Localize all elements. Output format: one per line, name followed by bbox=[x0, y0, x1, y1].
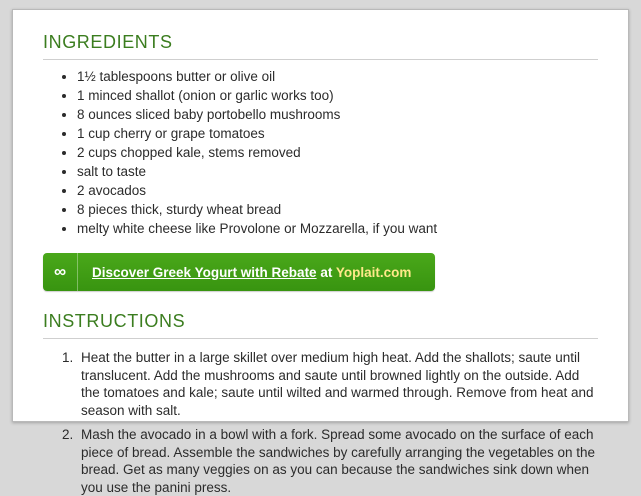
advertisement-banner[interactable] bbox=[43, 253, 435, 291]
ad-site-text: Yoplait.com bbox=[335, 264, 412, 280]
recipe-card bbox=[12, 9, 629, 495]
ingredients-list bbox=[43, 68, 598, 237]
infinity-icon: ∞ bbox=[53, 262, 67, 281]
recipe-content bbox=[13, 10, 628, 496]
ad-link[interactable]: Discover Greek Yogurt with Rebate bbox=[92, 264, 317, 280]
list-item: • 8 pieces thick, sturdy wheat bread bbox=[77, 201, 598, 218]
list-item: • 1 cup cherry or grape tomatoes bbox=[77, 125, 598, 142]
list-item: • 2 avocados bbox=[77, 182, 598, 199]
list-item: • 1 minced shallot (onion or garlic works too) bbox=[77, 87, 598, 104]
ad-middle-text: at bbox=[316, 264, 336, 280]
list-item: • salt to taste bbox=[77, 163, 598, 180]
list-item: • 1½ tablespoons butter or olive oil bbox=[77, 68, 598, 85]
ingredients-heading: INGREDIENTS bbox=[43, 32, 598, 60]
list-item: • melty white cheese like Provolone or Mozzarella, if you want bbox=[77, 220, 598, 237]
instructions-list bbox=[43, 349, 598, 496]
instructions-heading: INSTRUCTIONS bbox=[43, 311, 598, 339]
ad-text bbox=[78, 265, 411, 280]
list-item: 2. Mash the avocado in a bowl with a fork. Spread some avocado on the surface of each piece of bread. Assemble the sandwiches by carefully arranging the vegetables on the bread. Get as many veggies on as you can because the sandwiches sink down when you use the panini press. bbox=[77, 426, 598, 496]
list-item: • 8 ounces sliced baby portobello mushrooms bbox=[77, 106, 598, 123]
list-item: 1. Heat the butter in a large skillet over medium high heat. Add the shallots; saute until translucent. Add the mushrooms and saute until browned lightly on the outside. Add the tomatoes and kale; saute until wilted and warmed through. Remove from heat and season with salt. bbox=[77, 349, 598, 419]
list-item: • 2 cups chopped kale, stems removed bbox=[77, 144, 598, 161]
